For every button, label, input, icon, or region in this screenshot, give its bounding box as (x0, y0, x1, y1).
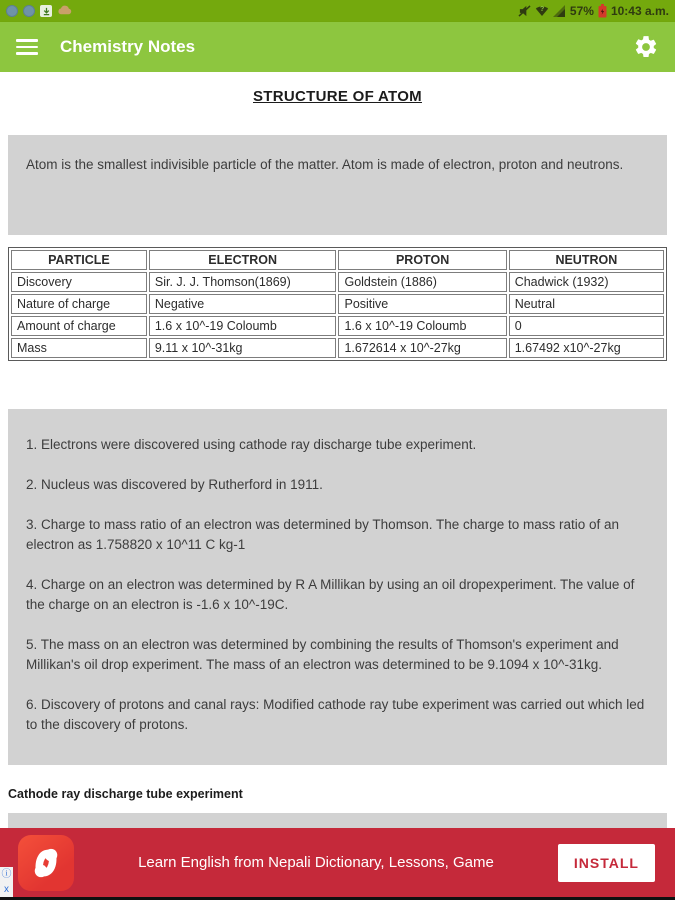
note-point: 1. Electrons were discovered using cathode ray discharge tube experiment. (26, 437, 477, 452)
cloud-icon (57, 4, 72, 18)
table-cell: Amount of charge (11, 316, 147, 336)
table-cell: 1.67492 x10^-27kg (509, 338, 664, 358)
note-point: 5. The mass on an electron was determined by combining the results of Thomson's experiment and Millikan's oil drop experiment. The mass of an electron was determined to be 9.1094 x 10^-31kg. (26, 637, 619, 672)
notes-box (8, 409, 667, 765)
table-cell: Sir. J. J. Thomson(1869) (149, 272, 337, 292)
settings-gear-icon[interactable] (633, 34, 659, 60)
table-cell: Negative (149, 294, 337, 314)
svg-text:?: ? (539, 6, 545, 13)
mute-icon (518, 5, 531, 17)
adchoices-info-icon[interactable]: ⓘ (1, 869, 12, 880)
table-header: NEUTRON (509, 250, 664, 270)
intro-paragraph: Atom is the smallest indivisible particle of the matter. Atom is made of electron, proton and neutrons. (8, 135, 667, 235)
page-title: STRUCTURE OF ATOM (253, 88, 422, 105)
table-header: PROTON (338, 250, 506, 270)
table-cell: Goldstein (1886) (338, 272, 506, 292)
table-cell: Discovery (11, 272, 147, 292)
table-row (11, 316, 664, 336)
table-header-row (11, 250, 664, 270)
notification-app-icon (23, 5, 35, 17)
table-cell: 9.11 x 10^-31kg (149, 338, 337, 358)
signal-icon (553, 5, 566, 17)
screenshot-icon (40, 5, 52, 17)
app-title: Chemistry Notes (60, 37, 196, 56)
status-notification-icons (6, 4, 72, 18)
table-row (11, 272, 664, 292)
table-cell: Positive (338, 294, 506, 314)
adchoices-close-icon[interactable]: x (0, 882, 13, 897)
particles-table (8, 247, 667, 361)
table-cell: 1.672614 x 10^-27kg (338, 338, 506, 358)
next-section-box (8, 813, 667, 828)
battery-icon (598, 4, 607, 18)
table-cell: 1.6 x 10^-19 Coloumb (149, 316, 337, 336)
note-point: 3. Charge to mass ratio of an electron was determined by Thomson. The charge to mass ratio of an electron as 1.758820 x 10^11 C kg-1 (26, 517, 620, 552)
table-row (11, 294, 664, 314)
table-cell: 1.6 x 10^-19 Coloumb (338, 316, 506, 336)
note-point: 6. Discovery of protons and canal rays: Modified cathode ray tube experiment was carried out which led to the discovery of protons. (26, 697, 645, 732)
section-heading: Cathode ray discharge tube experiment (8, 787, 243, 801)
note-point: 4. Charge on an electron was determined by R A Millikan by using an oil dropexperiment. The value of the charge on an electron is -1.6 x 10^-19C. (26, 577, 635, 612)
ad-app-icon[interactable] (18, 835, 74, 891)
table-cell: Mass (11, 338, 147, 358)
table-header: ELECTRON (149, 250, 337, 270)
menu-icon[interactable] (16, 39, 38, 55)
table-cell: Chadwick (1932) (509, 272, 664, 292)
table-cell: 0 (509, 316, 664, 336)
app-bar (0, 22, 675, 72)
table-header: PARTICLE (11, 250, 147, 270)
table-row (11, 338, 664, 358)
clock-time: 10:43 a.m. (610, 4, 669, 18)
table-cell: Nature of charge (11, 294, 147, 314)
install-button[interactable]: INSTALL (558, 844, 655, 882)
note-point: 2. Nucleus was discovered by Rutherford in 1911. (26, 477, 323, 492)
ad-banner[interactable] (0, 828, 675, 897)
wifi-icon (535, 5, 549, 17)
ad-headline[interactable]: Learn English from Nepali Dictionary, Lessons, Game (138, 854, 494, 871)
status-bar (0, 0, 675, 22)
battery-percent: 57% (569, 4, 594, 18)
table-cell: Neutral (509, 294, 664, 314)
content-scroll[interactable] (0, 72, 675, 828)
notification-app-icon (6, 5, 18, 17)
